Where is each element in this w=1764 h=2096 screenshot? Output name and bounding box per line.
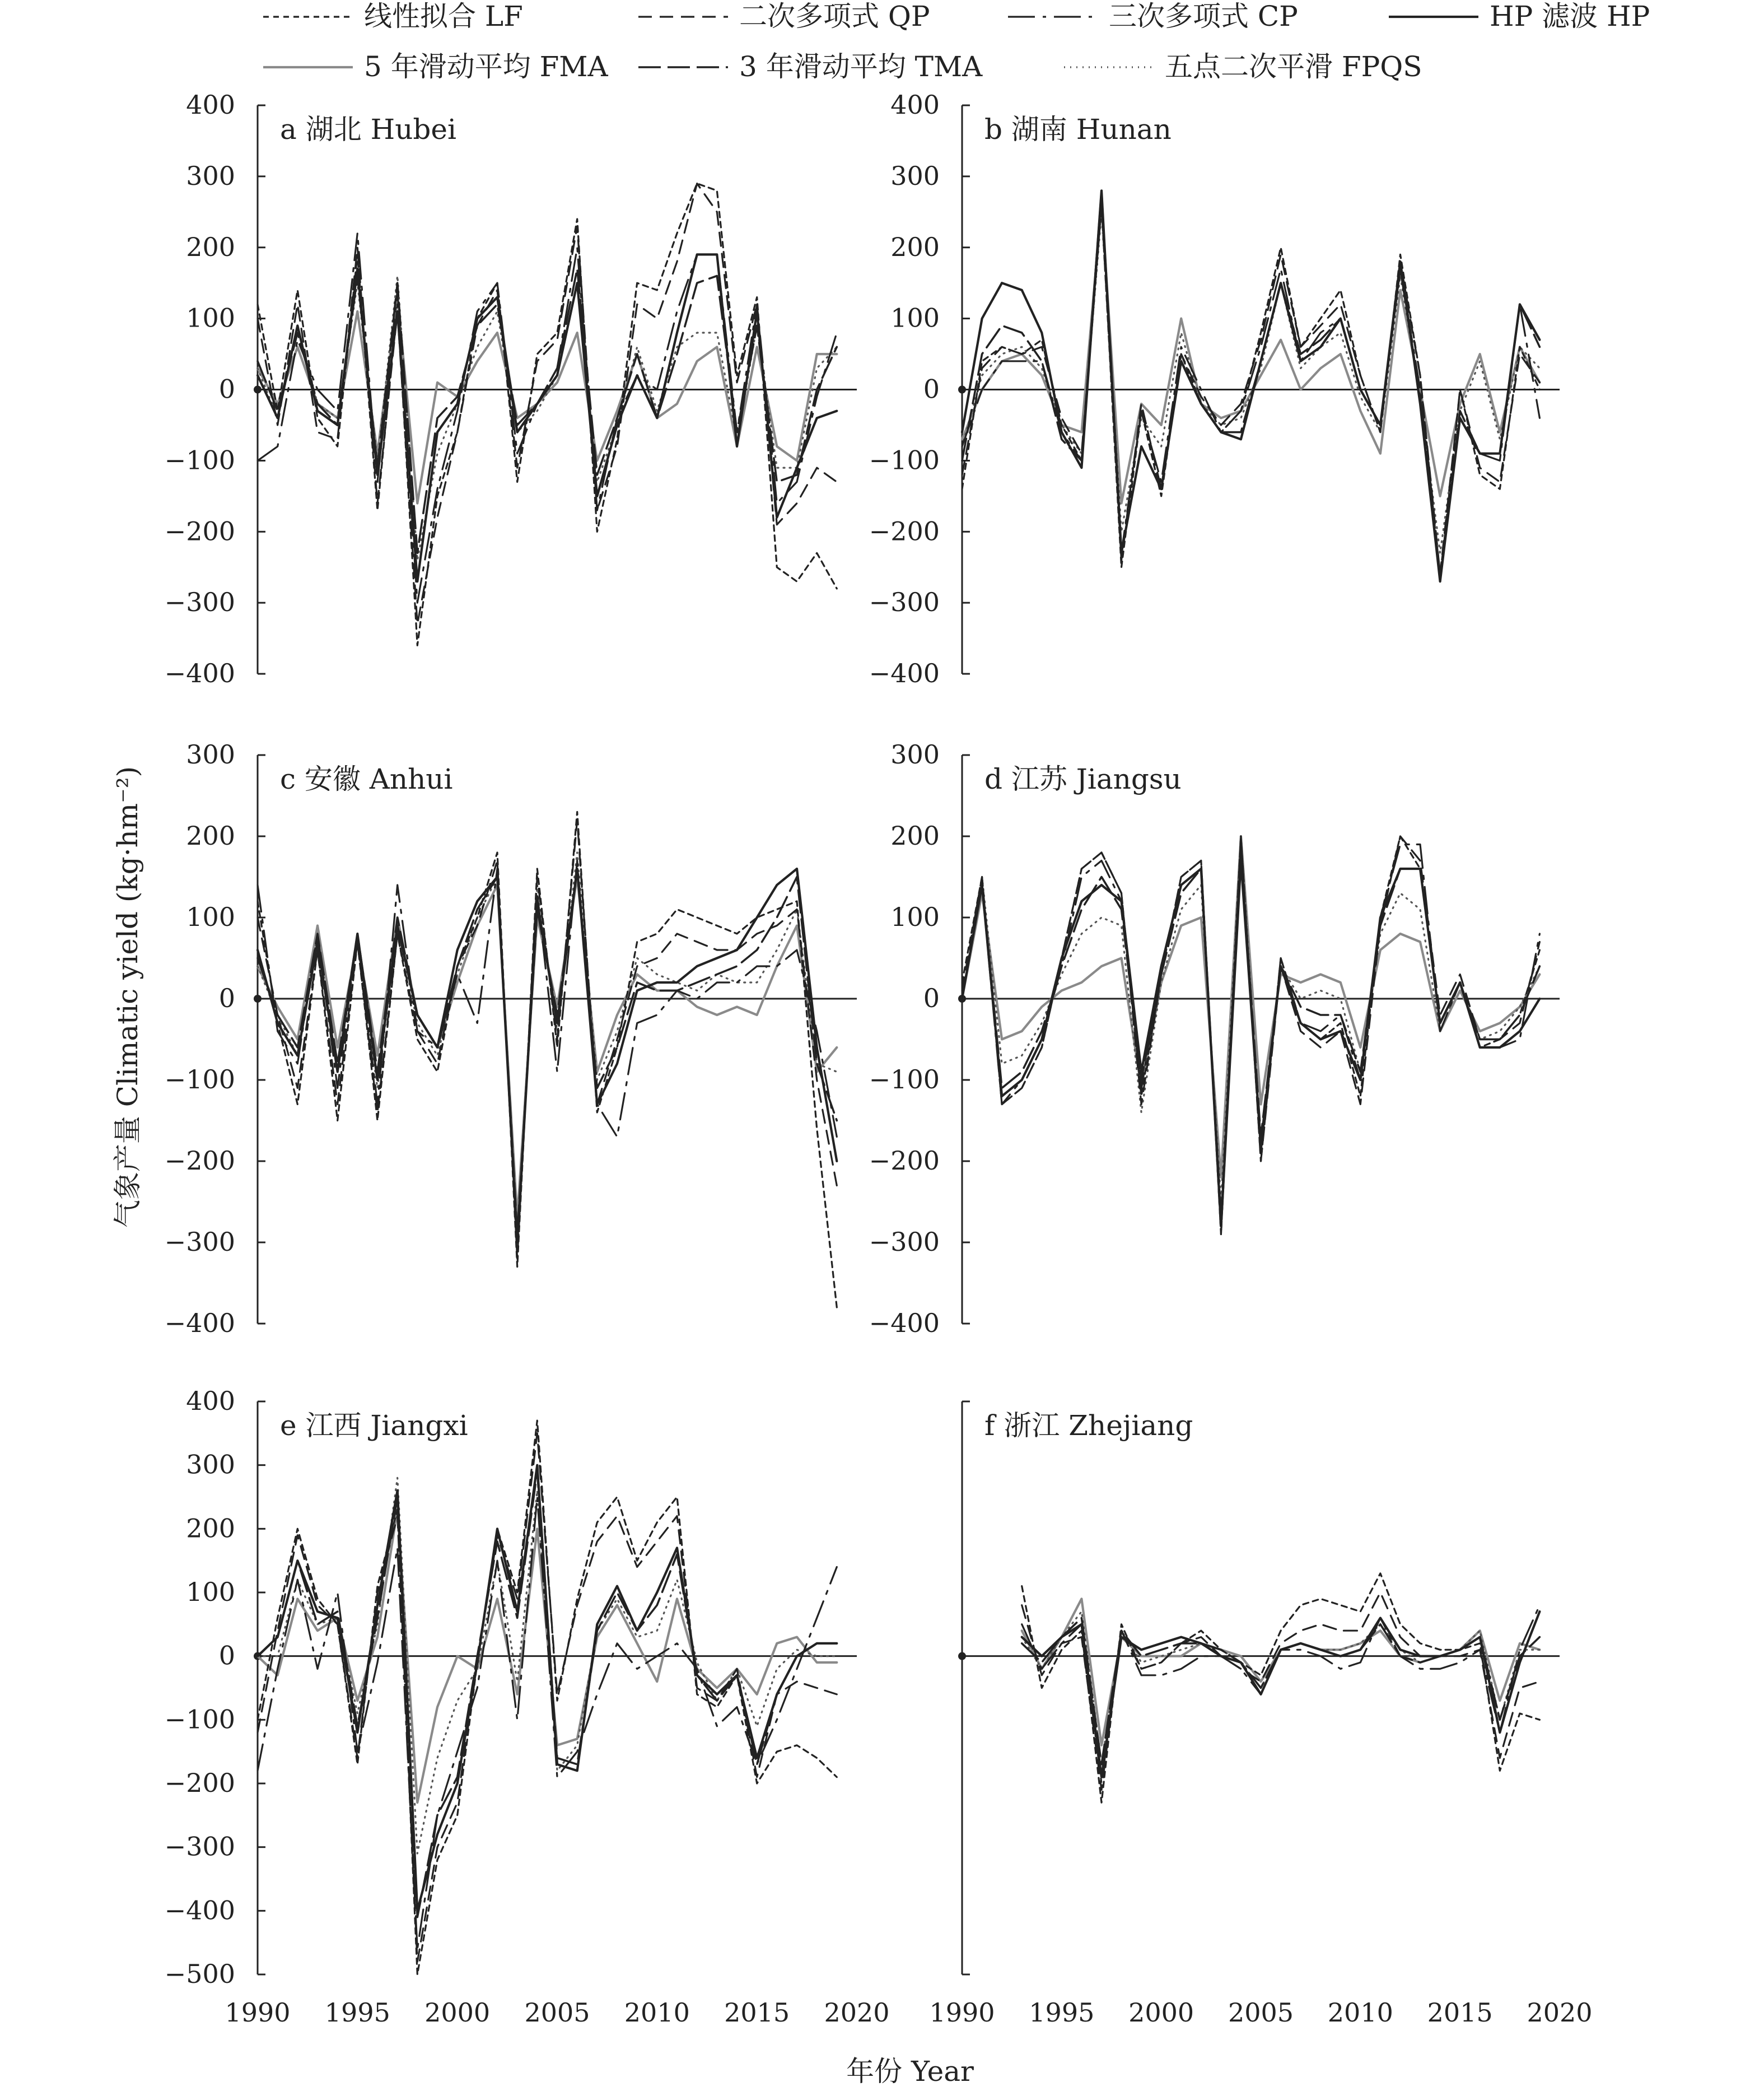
y-tick-label: 100: [186, 1577, 235, 1607]
panel-label: d 江苏 Jiangsu: [984, 763, 1182, 795]
series-line-hp: [258, 1465, 837, 1911]
x-axis-title: 年份 Year: [846, 2055, 974, 2088]
panel-a: [165, 90, 857, 688]
y-tick-label: 400: [890, 90, 940, 120]
series-line-qp: [258, 1433, 837, 1962]
legend-label-fpqs: 五点二次平滑 FPQS: [1165, 50, 1422, 83]
y-tick-label: −300: [869, 1227, 940, 1257]
y-tick-label: 100: [890, 302, 940, 333]
x-tick-label: 1990: [929, 1997, 995, 2028]
y-tick-label: 0: [923, 983, 940, 1013]
legend-label-lf: 线性拟合 LF: [364, 0, 523, 32]
legend-label-cp: 三次多项式 CP: [1109, 0, 1298, 32]
origin-dot: [254, 995, 262, 1003]
y-tick-label: −300: [164, 587, 235, 618]
origin-dot: [958, 1652, 966, 1660]
y-tick-label: 300: [186, 739, 235, 770]
series-line-lf: [258, 812, 837, 1308]
y-tick-label: −100: [164, 445, 235, 476]
origin-dot: [254, 386, 262, 394]
y-tick-label: 400: [186, 90, 235, 120]
x-tick-label: 2015: [1427, 1997, 1493, 2028]
y-tick-label: 200: [186, 231, 235, 262]
origin-dot: [958, 386, 966, 394]
series-line-fpqs: [258, 276, 837, 561]
y-tick-label: −200: [164, 516, 235, 547]
y-tick-label: 100: [186, 902, 235, 932]
x-tick-label: 2020: [1527, 1997, 1593, 2028]
y-tick-label: −100: [869, 1064, 940, 1094]
series-line-fpqs: [258, 853, 837, 1242]
series-line-tma: [258, 269, 837, 553]
y-tick-label: 300: [890, 739, 940, 770]
panels: [165, 90, 1593, 2028]
series-line-cp: [258, 233, 837, 603]
panel-e: [165, 1386, 857, 1989]
y-tick-label: 300: [890, 160, 940, 191]
series-line-fma: [1022, 1599, 1540, 1745]
y-axis-title: 气象产量 Climatic yield (kg·hm⁻²): [111, 766, 144, 1228]
y-tick-label: −400: [869, 1308, 940, 1338]
series-line-fpqs: [1022, 1611, 1540, 1764]
x-tick-label: 2000: [1128, 1997, 1194, 2028]
series-line-hp: [258, 254, 837, 581]
y-tick-label: −200: [869, 1145, 940, 1176]
y-tick-label: 100: [186, 302, 235, 333]
series-line-tma: [1022, 1618, 1540, 1764]
y-tick-label: −400: [164, 658, 235, 688]
x-tick-label: 1990: [225, 1997, 291, 2028]
x-tick-label: 2015: [724, 1997, 790, 2028]
series-line-cp: [962, 190, 1539, 574]
y-tick-label: 200: [890, 231, 940, 262]
y-tick-label: 0: [218, 1640, 235, 1671]
legend-label-hp: HP 滤波 HP: [1490, 0, 1650, 32]
panel-label: f 浙江 Zhejiang: [984, 1409, 1193, 1442]
y-tick-label: −100: [164, 1064, 235, 1094]
panel-f: [958, 1401, 1560, 1974]
y-tick-label: −400: [164, 1895, 235, 1926]
x-tick-label: 1995: [324, 1997, 390, 2028]
series-line-qp: [258, 184, 837, 625]
legend-label-qp: 二次多项式 QP: [739, 0, 930, 32]
y-tick-label: 300: [186, 160, 235, 191]
y-tick-label: −300: [164, 1227, 235, 1257]
y-tick-label: 300: [186, 1449, 235, 1480]
panel-label: a 湖北 Hubei: [280, 113, 456, 146]
series-line-lf: [258, 184, 837, 646]
series-line-tma: [962, 853, 1539, 1218]
y-tick-label: 0: [923, 374, 940, 404]
y-tick-label: −400: [869, 658, 940, 688]
legend: [263, 0, 1650, 83]
x-tick-label: 2020: [824, 1997, 890, 2028]
series-line-fpqs: [962, 212, 1539, 553]
series-line-hp: [962, 861, 1539, 1227]
y-tick-label: −300: [164, 1831, 235, 1862]
panel-c: [165, 739, 857, 1338]
series-line-lf: [258, 1420, 837, 1974]
panel-label: b 湖南 Hunan: [984, 113, 1172, 146]
y-tick-label: −200: [164, 1145, 235, 1176]
y-tick-label: −100: [164, 1704, 235, 1735]
legend-label-fma: 5 年滑动平均 FMA: [364, 50, 608, 83]
panel-b: [869, 90, 1560, 688]
y-tick-label: 0: [218, 374, 235, 404]
y-tick-label: −500: [164, 1959, 235, 1989]
y-tick-label: 200: [186, 1513, 235, 1544]
x-tick-label: 1995: [1029, 1997, 1095, 2028]
x-tick-label: 2010: [624, 1997, 690, 2028]
y-tick-label: 200: [890, 821, 940, 851]
y-tick-label: 0: [218, 983, 235, 1013]
legend-label-tma: 3 年滑动平均 TMA: [739, 50, 983, 83]
y-tick-label: 200: [186, 821, 235, 851]
y-tick-label: −400: [164, 1308, 235, 1338]
x-tick-label: 2010: [1327, 1997, 1393, 2028]
y-tick-label: −200: [869, 516, 940, 547]
y-tick-label: −300: [869, 587, 940, 618]
x-axis-left: [225, 1908, 889, 2028]
y-tick-label: 100: [890, 902, 940, 932]
x-tick-label: 2000: [424, 1997, 491, 2028]
series-line-tma: [258, 1471, 837, 1917]
series-line-tma: [962, 190, 1539, 581]
panel-label: e 江西 Jiangxi: [280, 1409, 468, 1442]
series-line-lf: [962, 836, 1539, 1235]
panel-d: [869, 739, 1560, 1338]
x-tick-label: 2005: [1228, 1997, 1294, 2028]
panel-label: c 安徽 Anhui: [280, 763, 453, 795]
y-tick-label: 400: [186, 1386, 235, 1416]
series-line-qp: [962, 836, 1539, 1235]
x-tick-label: 2005: [524, 1997, 590, 2028]
x-axis-right: [929, 1908, 1592, 2028]
series-line-cp: [962, 845, 1539, 1227]
y-tick-label: −100: [869, 445, 940, 476]
y-tick-label: −200: [164, 1768, 235, 1798]
